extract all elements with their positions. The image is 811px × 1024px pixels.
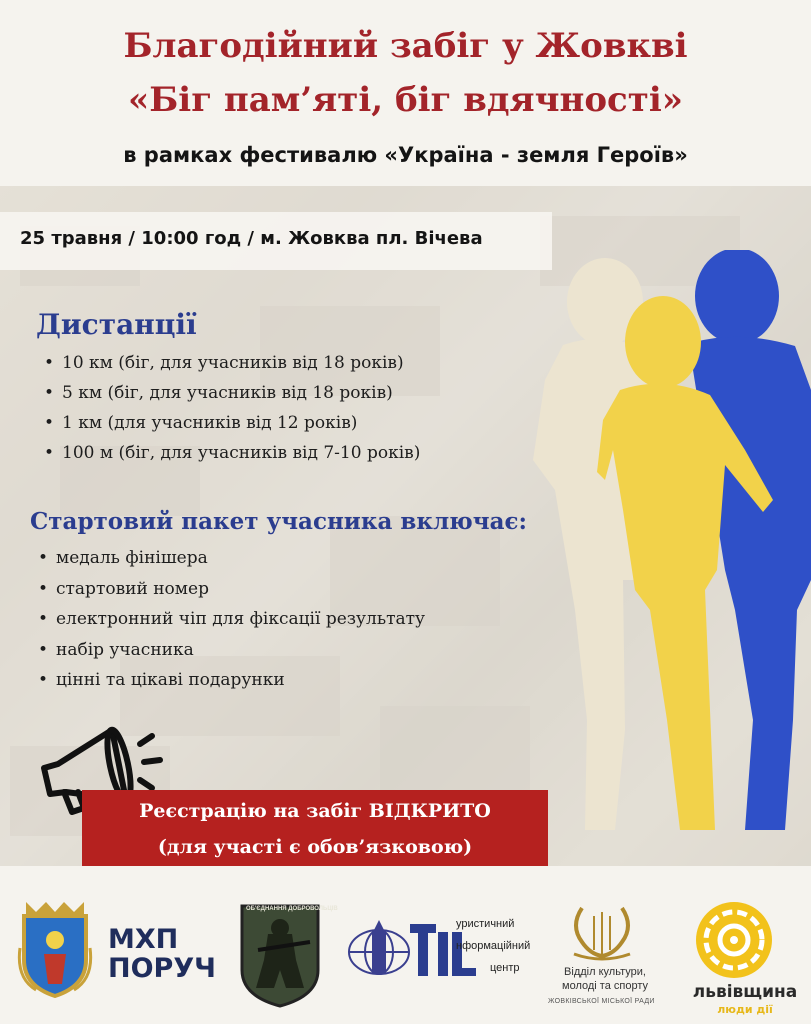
distance-item: • 10 км (біг, для учасників від 18 років) — [38, 348, 420, 378]
festival-subtitle: в рамках фестивалю «Україна - земля Героїв» — [123, 143, 688, 167]
distances-list — [38, 348, 420, 468]
culture-dept-line2: молоді та спорту — [562, 980, 648, 992]
distance-item: • 1 км (для учасників від 12 років) — [38, 408, 420, 438]
distance-item: • 5 км (біг, для учасників від 18 років) — [38, 378, 420, 408]
lvivshchyna-emblem-icon — [694, 900, 774, 980]
kit-item: • цінні та цікаві подарунки — [32, 665, 425, 696]
kit-item: • набір учасника — [32, 635, 425, 666]
registration-mandatory-text: (для участі є обов’язковою) — [157, 836, 473, 858]
culture-dept-council: ЖОВКІВСЬКОЇ МІСЬКОЇ РАДИ — [548, 998, 655, 1005]
zhovkva-coat-of-arms-icon — [16, 898, 94, 998]
kit-item: • медаль фінішера — [32, 543, 425, 574]
tic-text-line1: уристичний — [456, 918, 515, 930]
distance-item: • 100 м (біг, для учасників від 7-10 років) — [38, 438, 420, 468]
starter-kit-heading: Стартовий пакет учасника включає: — [30, 508, 527, 535]
poster-title-line1: Благодійний забіг у Жовкві — [123, 26, 688, 66]
event-details: 25 травня / 10:00 год / м. Жовква пл. Вічева — [20, 228, 483, 249]
registration-open-text: Реєстрацію на забіг ВІДКРИТО — [139, 800, 491, 822]
kit-item: • стартовий номер — [32, 574, 425, 605]
starter-kit-list — [32, 543, 425, 696]
poster-title-line2: «Біг пам’яті, біг вдячності» — [127, 80, 683, 120]
tic-globe-icon — [346, 916, 412, 978]
mhp-logo-line2: ПОРУЧ — [108, 953, 216, 984]
tic-text-line2: нформаційний — [456, 940, 531, 952]
mhp-logo-line1: МХП — [108, 924, 179, 955]
registration-banner[interactable] — [82, 790, 548, 876]
tic-letters-text — [412, 986, 414, 987]
volunteers-logo-text: ОБ'ЄДНАННЯ ДОБРОВОЛЬЦІВ — [246, 906, 338, 912]
lyre-icon — [568, 902, 636, 962]
event-details-bar — [0, 212, 552, 270]
volunteers-shield-icon — [238, 900, 322, 1008]
tic-text-line3: центр — [490, 962, 520, 974]
lvivshchyna-logo-text: львівщина — [692, 982, 798, 1002]
distances-heading: Дистанції — [36, 308, 197, 341]
runners-illustration — [505, 250, 811, 830]
lvivshchyna-slogan: люди дії — [717, 1003, 773, 1016]
culture-dept-line1: Відділ культури, — [564, 966, 646, 978]
kit-item: • електронний чіп для фіксації результату — [32, 604, 425, 635]
